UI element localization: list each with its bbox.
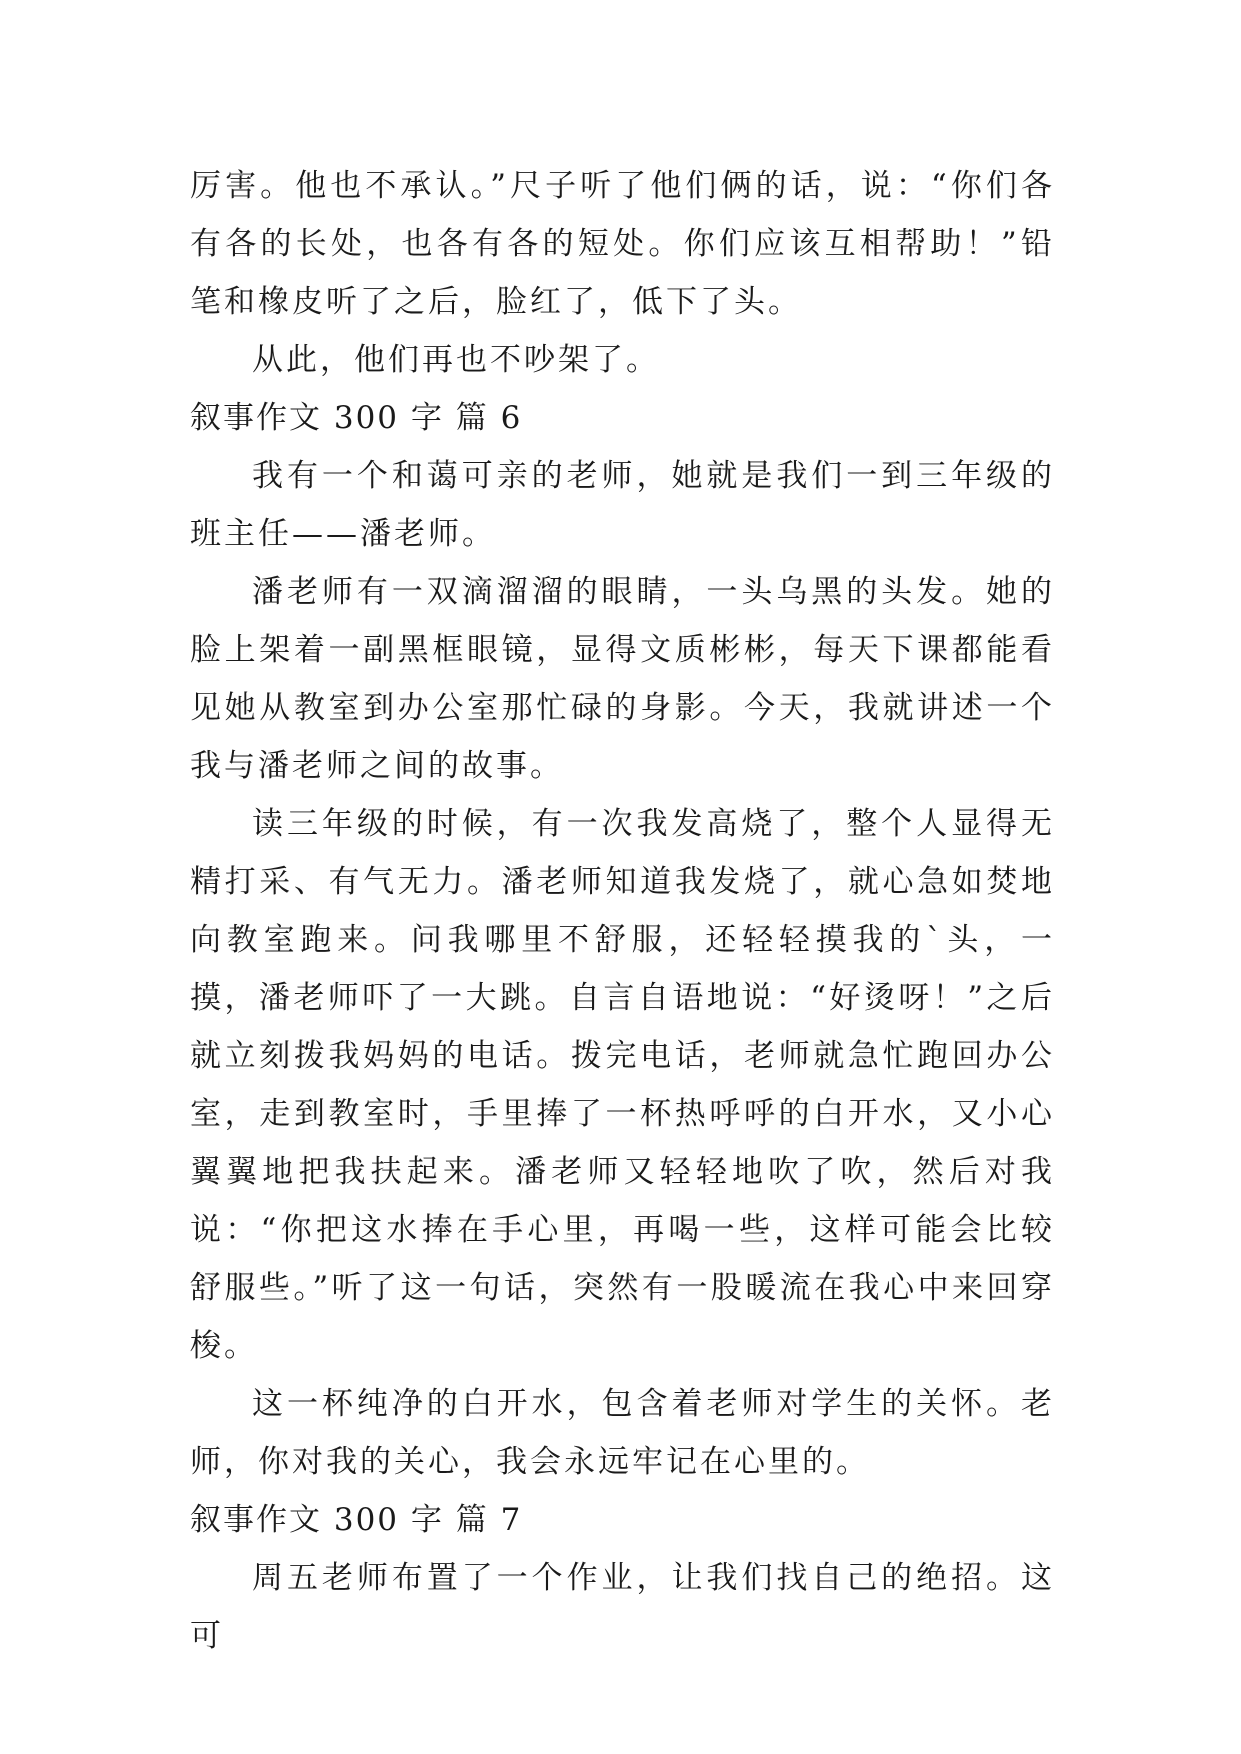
section-heading: 叙事作文 300 字 篇 6 [190,400,523,436]
paragraph: 读三年级的时候，有一次我发高烧了，整个人显得无精打采、有气无力。潘老师知道我发烧了，就心急如焚地向教室跑来。问我哪里不舒服，还轻轻摸我的`头，一摸，潘老师吓了一大跳。自言自语地说：“好烫呀！”之后就立刻拨我妈妈的电话。拨完电话，老师就急忙跑回办公室，走到教室时，手里捧了一杯热呼呼的白开水，又小心翼翼地把我扶起来。潘老师又轻轻地吹了吹，然后对我说：“你把这水捧在手心里，再喝一些，这样可能会比较舒服些。”听了这一句话，突然有一股暖流在我心中来回穿梭。 [190,806,1055,1364]
paragraph: 潘老师有一双滴溜溜的眼睛，一头乌黑的头发。她的脸上架着一副黑框眼镜，显得文质彬彬，每天下课都能看见她从教室到办公室那忙碌的身影。今天，我就讲述一个我与潘老师之间的故事。 [190,574,1055,784]
paragraph: 这一杯纯净的白开水，包含着老师对学生的关怀。老师，你对我的关心，我会永远牢记在心里的。 [190,1386,1055,1480]
paragraph: 厉害。他也不承认。”尺子听了他们俩的话，说：“你们各有各的长处，也各有各的短处。你们应该互相帮助！”铅笔和橡皮听了之后，脸红了，低下了头。 [190,168,1055,320]
document-body [190,157,1055,1665]
paragraph: 周五老师布置了一个作业，让我们找自己的绝招。这可 [190,1560,1055,1654]
section-heading: 叙事作文 300 字 篇 7 [190,1502,523,1538]
paragraph: 从此，他们再也不吵架了。 [252,342,660,378]
paragraph: 我有一个和蔼可亲的老师，她就是我们一到三年级的班主任——潘老师。 [190,458,1055,552]
